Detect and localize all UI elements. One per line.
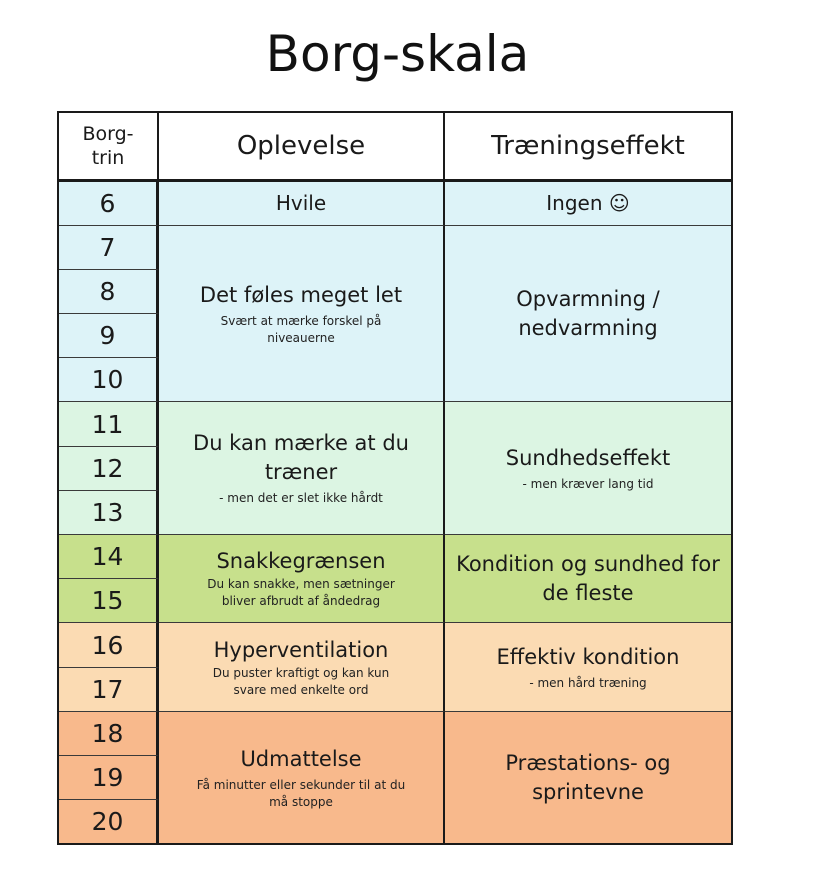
step-number: 7 xyxy=(59,226,159,270)
effect-cell xyxy=(445,226,731,402)
experience-note: - men det er slet ikke hårdt xyxy=(219,491,383,505)
step-number: 15 xyxy=(59,579,159,623)
header-effect: Træningseffekt xyxy=(445,113,731,182)
effect-label: Effektiv kondition xyxy=(496,644,680,669)
step-number: 18 xyxy=(59,712,159,756)
experience-note: Du puster kraftigt og kan kun svare med enkelte ord xyxy=(212,665,390,697)
effect-cell xyxy=(445,535,731,623)
experience-note: Svært at mærke forskel på niveauerne xyxy=(220,313,382,345)
effect-note: - men hård træning xyxy=(529,675,647,690)
effect-label: Sundhedseffekt xyxy=(505,445,671,470)
header-step-line2: trin xyxy=(91,147,125,169)
experience-cell xyxy=(159,623,445,712)
effect-label: Præstations- og sprintevne xyxy=(505,750,671,804)
step-number: 11 xyxy=(59,402,159,447)
experience-note: Du kan snakke, men sætninger bliver afbrudt af åndedrag xyxy=(207,577,395,608)
page-title: Borg-skala xyxy=(265,25,530,83)
effect-cell xyxy=(445,712,731,843)
step-number: 6 xyxy=(59,182,159,226)
experience-label: Udmattelse xyxy=(240,746,362,771)
effect-label: Opvarmning / nedvarmning xyxy=(516,286,660,340)
step-number: 20 xyxy=(59,800,159,843)
experience-cell xyxy=(159,226,445,402)
experience-cell xyxy=(159,712,445,843)
effect-label: Kondition og sundhed for de fleste xyxy=(456,551,720,605)
step-number: 8 xyxy=(59,270,159,314)
experience-label: Det føles meget let xyxy=(199,282,403,307)
header-experience: Oplevelse xyxy=(159,113,445,182)
experience-cell xyxy=(159,535,445,623)
step-number: 16 xyxy=(59,623,159,668)
effect-note: - men kræver lang tid xyxy=(522,476,654,491)
experience-note: Få minutter eller sekunder til at du må stoppe xyxy=(196,777,406,809)
effect-cell xyxy=(445,182,731,226)
experience-cell xyxy=(159,182,445,226)
effect-label: Ingen ☺ xyxy=(546,191,630,215)
experience-label: Du kan mærke at du træner xyxy=(193,431,409,484)
step-number: 17 xyxy=(59,668,159,712)
step-number: 14 xyxy=(59,535,159,579)
header-step xyxy=(59,113,159,182)
experience-label: Snakkegrænsen xyxy=(216,549,386,573)
step-number: 19 xyxy=(59,756,159,800)
effect-cell xyxy=(445,623,731,712)
step-number: 10 xyxy=(59,358,159,402)
borg-scale-table xyxy=(57,111,733,845)
header-step-line1: Borg- xyxy=(82,123,134,145)
experience-label: Hyperventilation xyxy=(213,637,389,662)
step-number: 13 xyxy=(59,491,159,535)
effect-cell xyxy=(445,402,731,535)
step-number: 12 xyxy=(59,447,159,491)
experience-cell xyxy=(159,402,445,535)
step-number: 9 xyxy=(59,314,159,358)
experience-label: Hvile xyxy=(275,191,327,215)
